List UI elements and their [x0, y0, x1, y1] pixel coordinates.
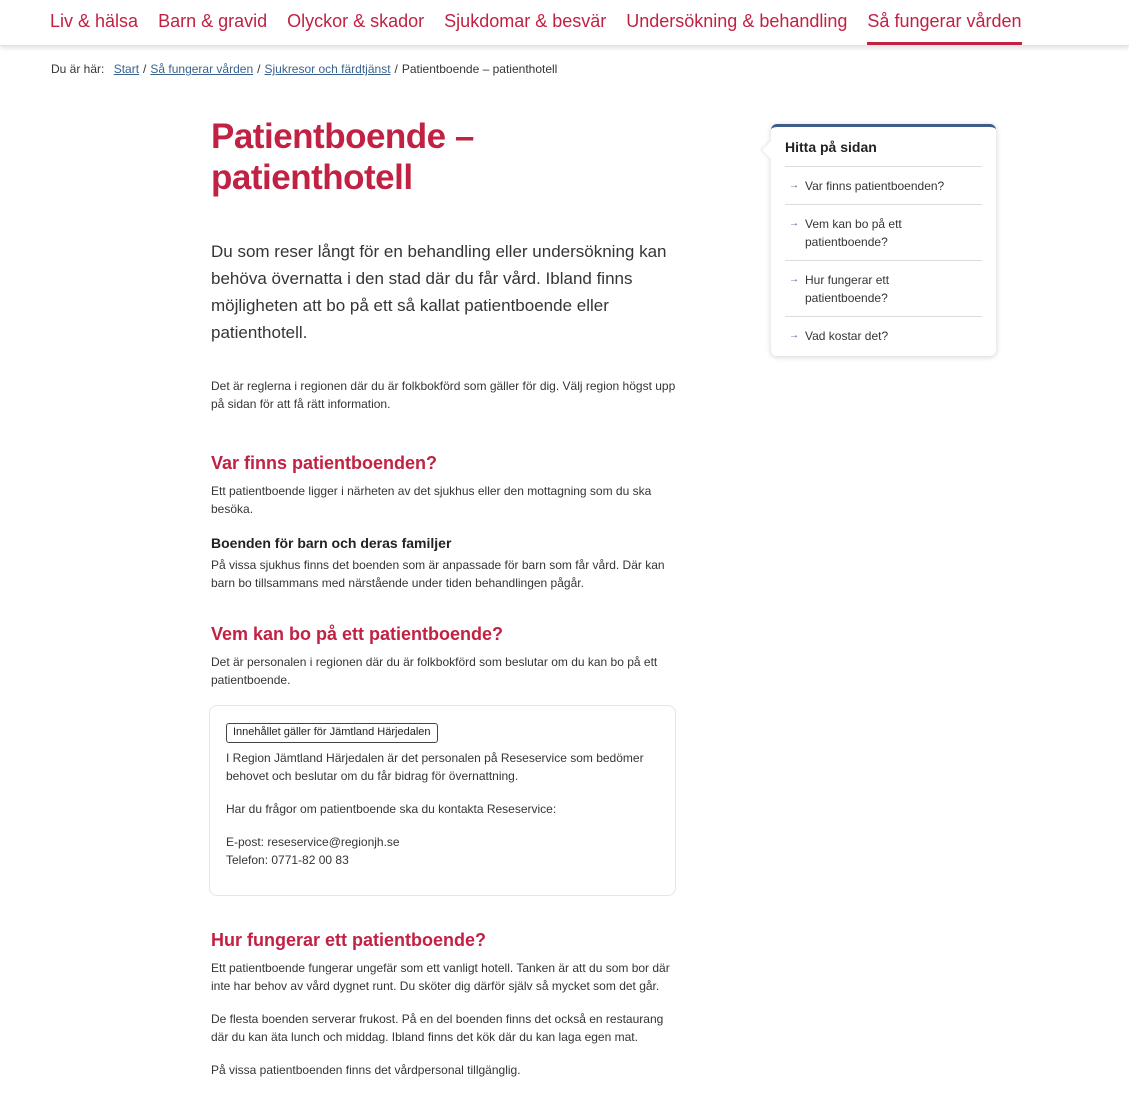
heading-var-finns: Var finns patientboenden? [211, 453, 438, 473]
region-info-box [209, 705, 676, 896]
nav-item-olyckor-skador[interactable]: Olyckor & skador [287, 11, 425, 31]
toc-item-label: Vem kan bo på ett patientboende? [805, 217, 902, 249]
nav-item-undersokning-behandling[interactable]: Undersökning & behandling [626, 11, 848, 31]
breadcrumb-link-sa-fungerar-varden[interactable]: Så fungerar vården [150, 62, 254, 76]
breadcrumb-separator: / [394, 62, 398, 76]
text-var-finns: Ett patientboende ligger i närheten av det sjukhus eller den mottagning som du ska besöka. [211, 484, 652, 516]
top-navigation [0, 0, 1129, 46]
main-content [211, 116, 681, 1079]
breadcrumb-link-sjukresor[interactable]: Sjukresor och färdtjänst [264, 62, 391, 76]
nav-item-liv-halsa[interactable]: Liv & hälsa [50, 11, 139, 31]
breadcrumb-separator: / [143, 62, 147, 76]
arrow-right-icon: → [789, 218, 799, 229]
text-hur-fungerar-3: På vissa patientboenden finns det vårdpersonal tillgänglig. [211, 1063, 521, 1077]
preamble: Du som reser långt för en behandling eller undersökning kan behöva övernatta i den stad där du får vård. Ibland finns möjligheten att bo på ett så kallat patientboende eller patienthotell. [211, 242, 667, 342]
arrow-right-icon: → [789, 180, 799, 191]
breadcrumb [51, 62, 557, 76]
toc-item-hur-fungerar[interactable] [785, 261, 982, 317]
page-title [211, 116, 681, 198]
text-hur-fungerar-1: Ett patientboende fungerar ungefär som ett vanligt hotell. Tanken är att du som bor där inte har behov av vård dygnet runt. Du sköter dig därför själv så mycket som det går. [211, 961, 670, 993]
toc-item-var-finns[interactable] [785, 167, 982, 205]
region-tag: Innehållet gäller för Jämtland Härjedalen [226, 723, 438, 743]
region-text-contact: Har du frågor om patientboende ska du kontakta Reseservice: [226, 802, 557, 816]
arrow-right-icon: → [789, 274, 799, 285]
subheading-boenden-barn: Boenden för barn och deras familjer [211, 535, 452, 551]
toc-item-vem-kan-bo[interactable] [785, 205, 982, 261]
heading-hur-fungerar: Hur fungerar ett patientboende? [211, 930, 487, 950]
toc-title: Hitta på sidan [785, 139, 982, 167]
nav-item-sjukdomar-besvar[interactable]: Sjukdomar & besvär [444, 11, 607, 31]
region-phone: Telefon: 0771-82 00 83 [226, 853, 349, 867]
region-email: E-post: reseservice@regionjh.se [226, 835, 400, 849]
top-nav-list [50, 0, 1042, 46]
toc-item-label: Var finns patientboenden? [805, 179, 945, 193]
text-hur-fungerar-2: De flesta boenden serverar frukost. På en del boenden finns det också en restaurang där du kan äta lunch och middag. Ibland finns det kök där du kan laga egen mat. [211, 1012, 664, 1044]
breadcrumb-current: Patientboende – patienthotell [401, 62, 558, 76]
toc-item-label: Vad kostar det? [805, 329, 889, 343]
arrow-right-icon: → [789, 330, 799, 341]
toc-list [785, 167, 982, 354]
nav-item-barn-gravid[interactable]: Barn & gravid [158, 11, 268, 31]
page-title-line-1: Patientboende – [211, 117, 474, 156]
intro-note: Det är reglerna i regionen där du är folkbokförd som gäller för dig. Välj region högst upp på sidan för att få rätt information. [211, 379, 676, 411]
breadcrumb-prefix: Du är här: [51, 62, 105, 76]
toc-item-vad-kostar[interactable] [785, 317, 982, 354]
text-vem-kan-bo: Det är personalen i regionen där du är folkbokförd som beslutar om du kan bo på ett patientboende. [211, 655, 658, 687]
page-title-line-2: patienthotell [211, 158, 413, 197]
toc-item-label: Hur fungerar ett patientboende? [805, 273, 890, 305]
region-text-reseservice: I Region Jämtland Härjedalen är det personalen på Reseservice som bedömer behovet och beslutar om du får bidrag för övernattning. [226, 751, 644, 783]
heading-vem-kan-bo: Vem kan bo på ett patientboende? [211, 624, 504, 644]
breadcrumb-link-start[interactable]: Start [113, 62, 140, 76]
nav-item-sa-fungerar-varden[interactable]: Så fungerar vården [867, 0, 1021, 46]
text-boenden-barn: På vissa sjukhus finns det boenden som är anpassade för barn som får vård. Där kan barn bo tillsammans med närstående under tiden behandlingen pågår. [211, 558, 665, 590]
page-toc [771, 124, 996, 356]
breadcrumb-separator: / [257, 62, 261, 76]
